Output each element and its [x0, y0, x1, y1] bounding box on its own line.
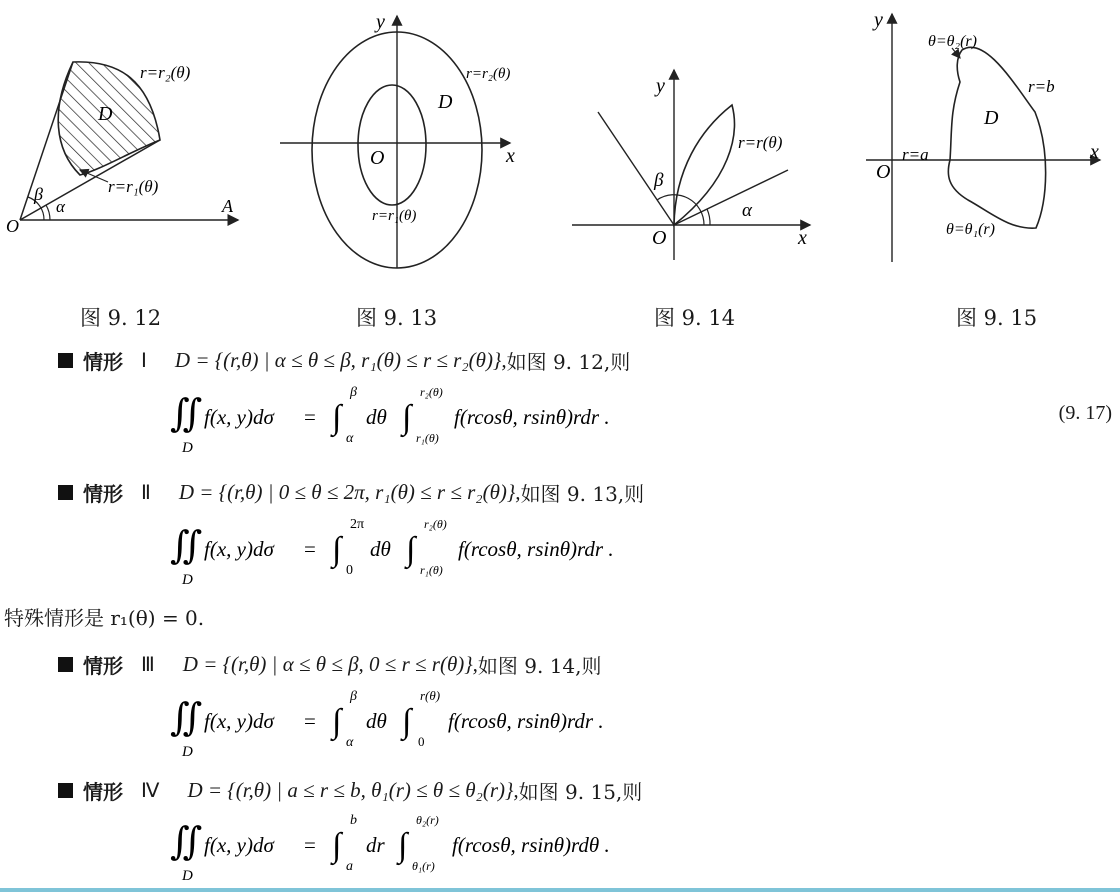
label-D: D — [98, 103, 113, 125]
label-x: x — [798, 227, 807, 249]
bullet-square-icon — [58, 783, 73, 798]
svg-text:=: = — [304, 833, 316, 857]
label-D: D — [984, 107, 999, 129]
case-ref: 如图 9. 15,则 — [518, 780, 643, 804]
figure-9-14 — [560, 0, 830, 300]
ray-beta — [598, 112, 674, 225]
case-numeral: Ⅱ — [141, 482, 151, 504]
case-ref: 如图 9. 12,则 — [506, 350, 631, 374]
svg-text:r(θ): r(θ) — [420, 688, 441, 703]
region-D — [948, 47, 1045, 228]
svg-text:∫: ∫ — [402, 399, 412, 436]
svg-text:∫: ∫ — [332, 531, 342, 568]
case-ref: 如图 9. 14,则 — [477, 654, 602, 678]
label-r2: r=r₂(θ) — [466, 66, 511, 82]
case-domain: D = {(r,θ) | α ≤ θ ≤ β, 0 ≤ r ≤ r(θ)}, — [182, 652, 478, 676]
label-alpha: α — [742, 200, 752, 221]
label-y: y — [376, 11, 385, 33]
svg-text:r₁(θ): r₁(θ) — [416, 431, 439, 445]
svg-text:f(rcosθ, rsinθ)rdr .: f(rcosθ, rsinθ)rdr . — [458, 537, 614, 561]
case-domain: D = {(r,θ) | 0 ≤ θ ≤ 2π, r₁(θ) ≤ r ≤ r₂(θ)}, — [178, 480, 521, 504]
svg-text:D: D — [182, 440, 193, 456]
case-numeral: Ⅲ — [141, 654, 155, 676]
equation-number: (9. 17) — [1058, 402, 1112, 424]
label-r2: r=r₂(θ) — [140, 63, 191, 82]
svg-text:dθ: dθ — [366, 405, 387, 429]
case-ref: 如图 9. 13,则 — [520, 482, 645, 506]
case-name: 情形 — [83, 482, 123, 506]
special-case-text: 特殊情形是 r₁(θ) = 0. — [4, 606, 205, 630]
svg-text:f(rcosθ, rsinθ)rdr .: f(rcosθ, rsinθ)rdr . — [448, 709, 604, 733]
svg-text:∬: ∬ — [170, 393, 203, 435]
case-1-heading — [58, 346, 630, 375]
label-O: O — [652, 227, 667, 249]
caption-9-14: 图 9. 14 — [654, 306, 736, 330]
svg-text:r₂(θ): r₂(θ) — [420, 385, 443, 399]
svg-text:∫: ∫ — [332, 827, 342, 864]
svg-text:α: α — [346, 431, 354, 446]
svg-text:r₁(θ): r₁(θ) — [420, 563, 443, 577]
svg-text:∫: ∫ — [406, 531, 416, 568]
svg-text:D: D — [182, 572, 193, 588]
svg-text:b: b — [350, 813, 357, 828]
svg-text:β: β — [350, 385, 357, 400]
case-name: 情形 — [83, 780, 123, 804]
svg-text:dθ: dθ — [370, 537, 391, 561]
svg-text:D: D — [182, 744, 193, 760]
svg-text:∫: ∫ — [332, 703, 342, 740]
label-y: y — [874, 9, 883, 31]
svg-text:∬: ∬ — [170, 821, 203, 863]
formula-case-4 — [170, 806, 730, 886]
formula-case-1 — [170, 378, 730, 458]
bottom-border — [0, 888, 1120, 892]
svg-text:θ₁(r): θ₁(r) — [412, 859, 435, 873]
label-O: O — [370, 147, 385, 169]
svg-text:a: a — [346, 859, 353, 874]
svg-text:dθ: dθ — [366, 709, 387, 733]
label-r: r=r(θ) — [738, 133, 783, 152]
svg-text:f(rcosθ, rsinθ)rdθ .: f(rcosθ, rsinθ)rdθ . — [452, 833, 610, 857]
label-A: A — [222, 196, 233, 216]
label-ra: r=a — [902, 145, 929, 164]
svg-text:f(x, y)dσ: f(x, y)dσ — [204, 537, 274, 561]
petal-curve — [674, 105, 734, 225]
label-x: x — [1090, 141, 1099, 163]
case-name: 情形 — [83, 350, 123, 374]
svg-text:=: = — [304, 709, 316, 733]
case-4-heading — [58, 776, 642, 805]
bullet-square-icon — [58, 485, 73, 500]
label-rb: r=b — [1028, 77, 1055, 96]
svg-text:D: D — [182, 868, 193, 884]
svg-text:β: β — [350, 689, 357, 704]
case-domain: D = {(r,θ) | α ≤ θ ≤ β, r₁(θ) ≤ r ≤ r₂(θ)}, — [174, 348, 507, 372]
formula-case-3 — [170, 682, 730, 762]
case-3-heading — [58, 650, 602, 679]
case-numeral: Ⅰ — [141, 350, 147, 372]
svg-text:θ₂(r): θ₂(r) — [416, 813, 439, 827]
formula-case-2 — [170, 510, 730, 590]
label-theta1: θ=θ₁(r) — [946, 221, 995, 238]
svg-text:2π: 2π — [350, 517, 365, 532]
svg-text:f(x, y)dσ: f(x, y)dσ — [204, 405, 274, 429]
inner-curve — [358, 85, 426, 205]
case-2-heading — [58, 478, 644, 507]
svg-text:dr: dr — [366, 833, 385, 857]
svg-text:=: = — [304, 405, 316, 429]
svg-text:∫: ∫ — [332, 399, 342, 436]
svg-text:α: α — [346, 735, 354, 750]
svg-text:f(x, y)dσ: f(x, y)dσ — [204, 833, 274, 857]
svg-text:0: 0 — [346, 563, 353, 578]
label-r1: r=r₁(θ) — [108, 177, 159, 196]
ray-alpha — [674, 170, 788, 225]
label-O: O — [876, 161, 891, 183]
case-name: 情形 — [83, 654, 123, 678]
figure-9-13 — [270, 0, 550, 300]
figure-9-12 — [0, 0, 270, 300]
caption-9-13: 图 9. 13 — [356, 306, 438, 330]
angle-arc-alpha — [46, 205, 50, 220]
label-y: y — [656, 75, 665, 97]
label-D: D — [438, 91, 453, 113]
label-beta: β — [654, 170, 664, 191]
label-r1: r=r₁(θ) — [372, 208, 417, 224]
label-beta: β — [34, 184, 43, 204]
label-alpha: α — [56, 197, 65, 216]
label-theta2: θ=θ₂(r) — [928, 33, 977, 50]
label-O: O — [6, 216, 19, 236]
caption-9-12: 图 9. 12 — [80, 306, 162, 330]
svg-text:=: = — [304, 537, 316, 561]
case-domain: D = {(r,θ) | a ≤ r ≤ b, θ₁(r) ≤ θ ≤ θ₂(r)}, — [187, 778, 519, 802]
bullet-square-icon — [58, 353, 73, 368]
bullet-square-icon — [58, 657, 73, 672]
svg-text:∫: ∫ — [398, 827, 408, 864]
angle-arc-alpha — [707, 209, 710, 225]
svg-text:r₂(θ): r₂(θ) — [424, 517, 447, 531]
svg-text:f(rcosθ, rsinθ)rdr .: f(rcosθ, rsinθ)rdr . — [454, 405, 610, 429]
svg-text:∬: ∬ — [170, 525, 203, 567]
svg-text:∬: ∬ — [170, 697, 203, 739]
figure-9-15 — [850, 0, 1120, 300]
svg-text:∫: ∫ — [402, 703, 412, 740]
case-numeral: Ⅳ — [141, 780, 160, 802]
label-x: x — [506, 145, 515, 167]
svg-text:0: 0 — [418, 734, 425, 749]
caption-9-15: 图 9. 15 — [956, 306, 1038, 330]
svg-text:f(x, y)dσ: f(x, y)dσ — [204, 709, 274, 733]
